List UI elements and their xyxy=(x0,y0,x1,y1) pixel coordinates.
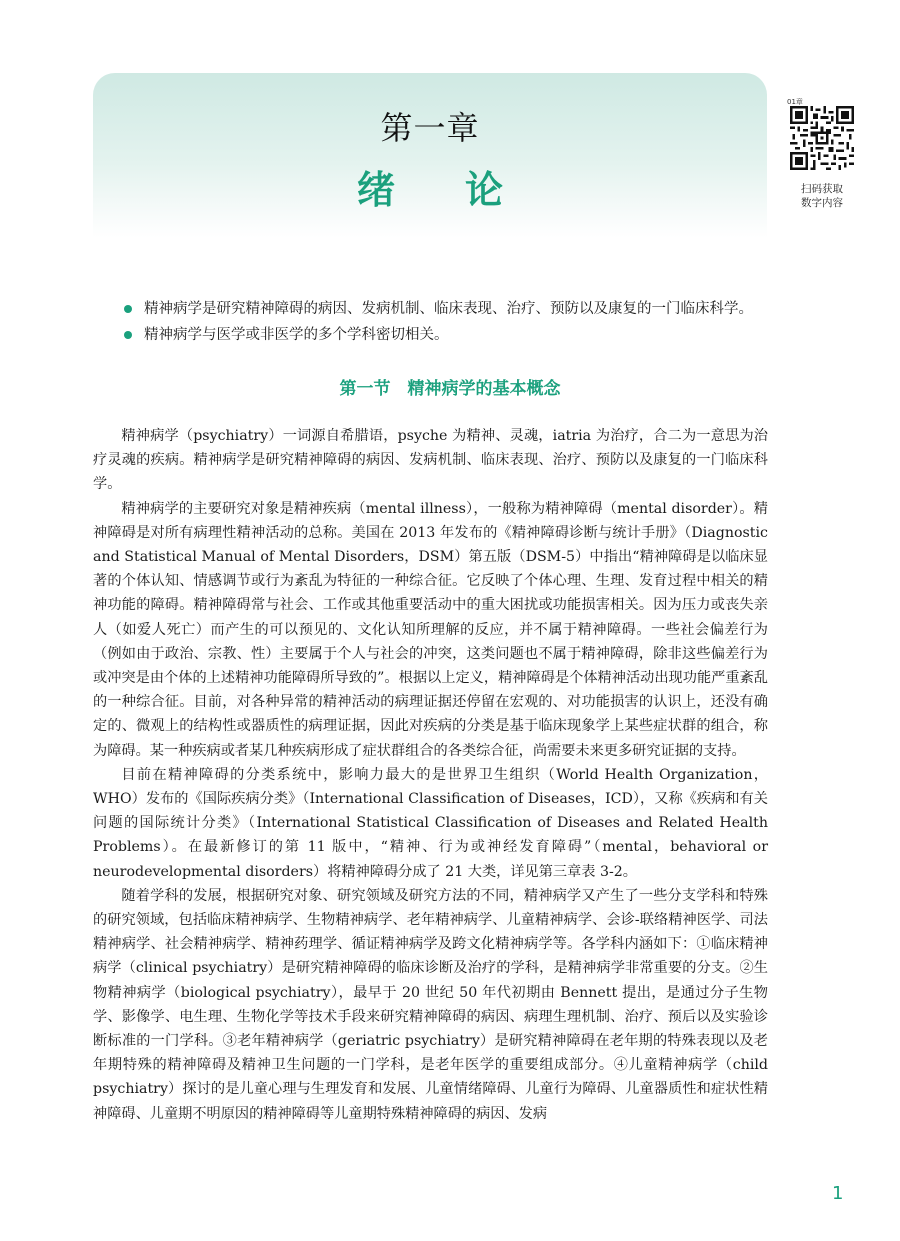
qr-code-icon[interactable] xyxy=(790,106,854,170)
paragraph: 目前在精神障碍的分类系统中，影响力最大的是世界卫生组织（World Health Organization，WHO）发布的《国际疾病分类》（International Classification of Diseases，ICD），又称《疾病和有关问题的国际统计分类》（International Statistical Classification of Diseases and Related Health Problems）。在最新修订的第 11 版中，“精神、行为或神经发育障碍”（mental，behavioral or neurodevelopmental disorders）将精神障碍分成了 21 大类，详见第三章表 3-2。 xyxy=(93,766,768,880)
bullet-dot-icon xyxy=(124,305,132,313)
body-text xyxy=(93,424,768,1126)
summary-point xyxy=(120,322,800,348)
paragraph: 精神病学（psychiatry）一词源自希腊语，psyche 为精神、灵魂，iatria 为治疗，合二为一意思为治疗灵魂的疾病。精神病学是研究精神障碍的病因、发病机制、临床表现、治疗、预防以及康复的一门临床科学。 xyxy=(93,428,768,493)
chapter-summary xyxy=(120,296,800,348)
bullet-dot-icon xyxy=(124,331,132,339)
summary-point xyxy=(120,296,800,322)
qr-block xyxy=(787,98,857,210)
paragraph: 随着学科的发展，根据研究对象、研究领域及研究方法的不同，精神病学又产生了一些分支学科和特殊的研究领域，包括临床精神病学、生物精神病学、老年精神病学、儿童精神病学、会诊-联络精神医学、司法精神病学、社会精神病学、精神药理学、循证精神病学及跨文化精神病学等。各学科内涵如下：①临床精神病学（clinical psychiatry）是研究精神障碍的临床诊断及治疗的学科，是精神病学非常重要的分支。②生物精神病学（biological psychiatry），最早于 20 世纪 50 年代初期由 Bennett 提出，是通过分子生物学、影像学、电生理、生物化学等技术手段来研究精神障碍的病因、病理生理机制、治疗、预后以及实验诊断标准的一门学科。③老年精神病学（geriatric psychiatry）是研究精神障碍在老年期的特殊表现以及老年期特殊的精神障碍及精神卫生问题的一门学科，是老年医学的重要组成部分。④儿童精神病学（child psychiatry）探讨的是儿童心理与生理发育和发展、儿童情绪障碍、儿童行为障碍、儿童器质性和症状性精神障碍、儿童期不明原因的精神障碍等儿童期特殊精神障碍的病因、发病 xyxy=(93,887,768,1122)
paragraph: 精神病学的主要研究对象是精神疾病（mental illness），一般称为精神障碍（mental disorder）。精神障碍是对所有病理性精神活动的总称。美国在 2013 年发布的《精神障碍诊断与统计手册》（Diagnostic and Statistical Manual of Mental Disorders，DSM）第五版（DSM-5）中指出“精神障碍是以临床显著的个体认知、情感调节或行为紊乱为特征的一种综合征。它反映了个体心理、生理、发育过程中相关的精神功能的障碍。精神障碍常与社会、工作或其他重要活动中的重大困扰或功能损害相关。因为压力或丧失亲人（如爱人死亡）而产生的可以预见的、文化认知所理解的反应，并不属于精神障碍。一些社会偏差行为（例如由于政治、宗教、性）主要属于个人与社会的冲突，这类问题也不属于精神障碍，除非这些偏差行为或冲突是由个体的上述精神功能障碍所导致的”。根据以上定义，精神障碍是个体精神活动出现功能严重紊乱的一种综合征。目前，对各种异常的精神活动的病理证据还停留在宏观的、对功能损害的认识上，还没有确定的、微观上的结构性或器质性的病理证据，因此对疾病的分类是基于临床现象学上某些症状群的组合，称为障碍。某一种疾病或者某几种疾病形成了症状群组合的各类综合征，尚需要未来更多研究证据的支持。 xyxy=(93,500,768,759)
qr-caption-line-1: 扫码获取 xyxy=(801,183,843,195)
section-heading: 第一节 精神病学的基本概念 xyxy=(339,379,561,399)
summary-point-text: 精神病学与医学或非医学的多个学科密切相关。 xyxy=(144,327,449,343)
chapter-title: 绪论 xyxy=(356,168,573,212)
chapter-banner xyxy=(93,73,767,238)
chapter-number: 第一章 xyxy=(380,109,480,147)
qr-code-label: 01章 xyxy=(787,98,803,106)
summary-point-text: 精神病学是研究精神障碍的病因、发病机制、临床表现、治疗、预防以及康复的一门临床科学。 xyxy=(144,301,753,317)
page-number: 1 xyxy=(832,1183,844,1204)
qr-caption-line-2: 数字内容 xyxy=(801,197,843,209)
